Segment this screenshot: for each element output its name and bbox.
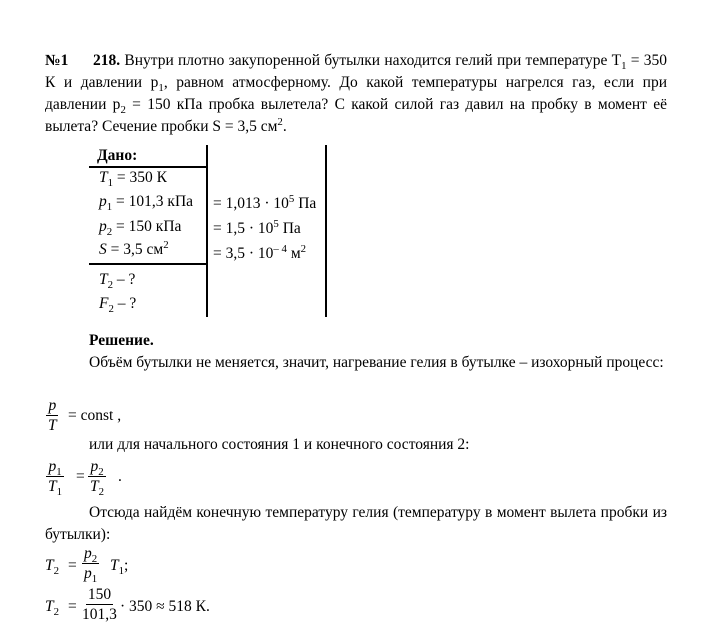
- eq3-lhs: $T_2$: [45, 557, 60, 578]
- problem-text-1: Внутри плотно закупоренной бутылки находится гелий при температуре T: [124, 52, 622, 69]
- problem-statement: №1 218. Внутри плотно закупоренной бутылки находится гелий при температуре $T_1 = 350$ К и давлении $p_1$, равном атмосферному. До какой температуры нагрелся газ, если при давлении $p_2 = 150$ кПа пробка вылетела? С какой силой газ давил на пробку в момент её вылета? Сечение пробки S = 3,5 $см^2$.: [45, 52, 667, 135]
- eq2-equals: =: [76, 468, 85, 485]
- conv-p1: = $1,013 \cdot 10^5$ Па: [213, 192, 317, 212]
- conv-p2: = $1,5 \cdot 10^5$ Па: [213, 217, 301, 237]
- eq4-tail: · 350 ≈ 518 К.: [120, 598, 210, 615]
- eq4-fraction: $\frac{150}{101,3}$: [82, 586, 117, 623]
- solution-paragraph-3: Отсюда найдём конечную температуру гелия (температуру в момент вылета пробки из бутылки):: [45, 504, 667, 543]
- given-find-separator: [89, 263, 206, 265]
- eq1-fraction: $\frac{p}{T}$: [48, 397, 57, 434]
- eq3-equals: =: [68, 557, 77, 574]
- given-row-p1: $p_1 = 101,3$ кПа: [99, 193, 194, 214]
- problem-id: 218.: [93, 52, 121, 69]
- problem-text-4: вылета? Сечение пробки S = 3,5 см: [45, 118, 278, 135]
- given-row-p2: $p_2 = 150$ кПа: [99, 218, 182, 239]
- eq3-tail: $T_1$;: [110, 557, 129, 578]
- given-row-s: S = 3,5 $см^2$: [99, 238, 169, 258]
- conv-s: = $3,5 \cdot 10^{- 4}$ $м^2$: [213, 242, 307, 262]
- eq2-fraction-left: $\frac{p_1}{T_1}$: [48, 458, 63, 499]
- eq4-lhs: $T_2$: [45, 598, 60, 619]
- eq4-equals: =: [68, 598, 77, 615]
- eq2-fraction-right: $\frac{p_2}{T_2}$: [90, 458, 105, 499]
- eq1-tail: = const ,: [68, 407, 122, 424]
- given-divider: [206, 145, 208, 317]
- eq2-tail: .: [118, 468, 122, 485]
- eq3-fraction: $\frac{p_2}{p_1}$: [84, 545, 98, 586]
- solution-paragraph-1: Объём бутылки не меняется, значит, нагревание гелия в бутылке – изохорный процесс:: [89, 354, 664, 371]
- solution-paragraph-2: или для начального состояния 1 и конечного состояния 2:: [89, 436, 470, 453]
- given-block: [89, 145, 329, 317]
- solution-title: Решение.: [89, 332, 154, 349]
- given-title: Дано:: [97, 147, 138, 164]
- given-title-underline: [89, 166, 206, 168]
- find-f2: $F_2$ – ?: [99, 295, 137, 316]
- problem-text-2: 350 К и давлении p: [45, 52, 667, 91]
- find-t2: $T_2$ – ?: [99, 271, 136, 292]
- given-row-t1: $T_1 = 350$ К: [99, 169, 168, 190]
- given-right-border: [325, 145, 327, 317]
- problem-text-3: давлении p: [45, 96, 121, 113]
- problem-number: №1: [45, 52, 69, 69]
